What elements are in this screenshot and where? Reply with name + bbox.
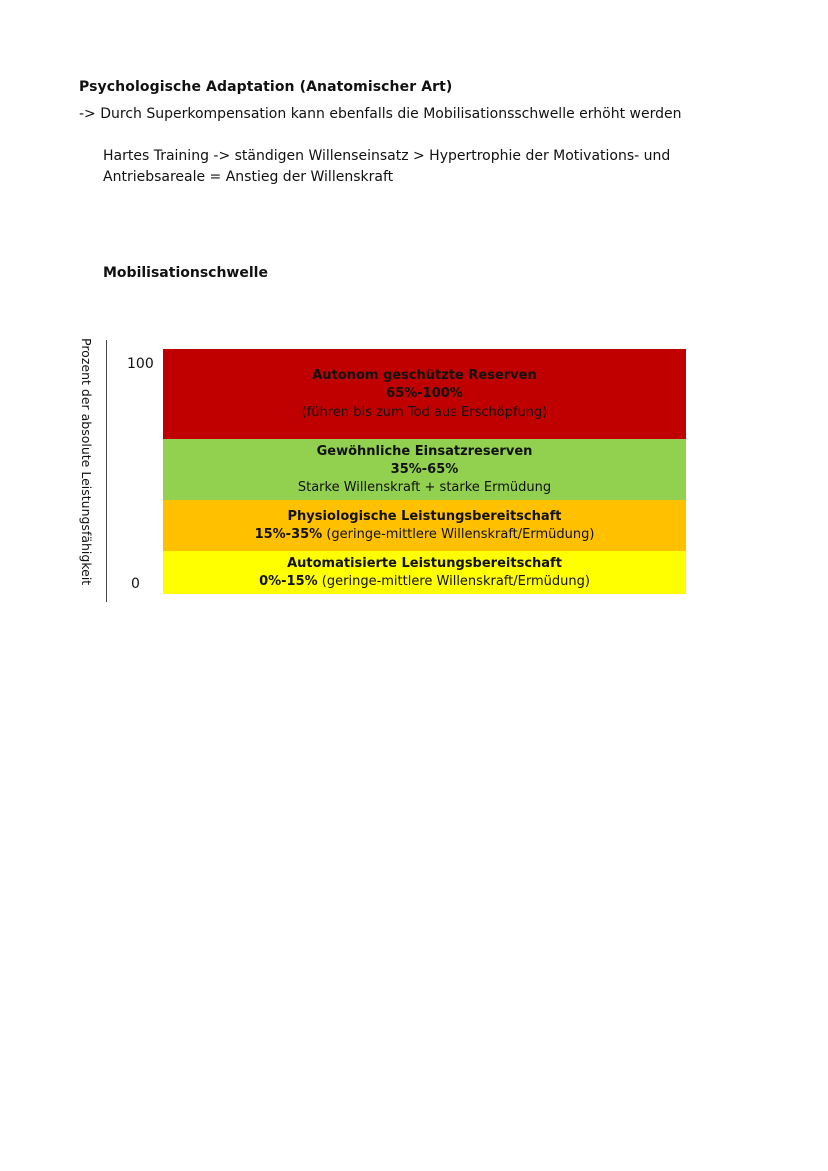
band-title: Autonom geschützte Reserven [312,367,537,383]
band-description: (geringe-mittlere Willenskraft/Ermüdung) [322,526,595,542]
band-physiological-readiness [163,500,686,551]
band-description: Starke Willenskraft + starke Ermüdung [297,479,552,495]
chart-title: Mobilisationschwelle [103,265,268,281]
band-range-line [255,526,595,544]
intro-line: -> Durch Superkompensation kann ebenfalls die Mobilisationsschwelle erhöht werden [79,106,682,122]
band-description: (geringe-mittlere Willenskraft/Ermüdung) [317,573,590,589]
band-range: 15%-35% [254,526,323,542]
tick-label-100: 100 [127,356,154,372]
y-axis-label: Prozent der absolute Leistungsfähigkeit [79,338,94,586]
tick-label-0: 0 [131,576,140,592]
band-range: 65%-100% [386,385,463,401]
band-title: Physiologische Leistungsbereitschaft [287,508,562,524]
section-heading: Psychologische Adaptation (Anatomischer Art) [79,79,453,95]
band-range: 35%-65% [390,461,459,477]
band-title: Automatisierte Leistungsbereitschaft [287,555,562,571]
paragraph-line-1: Hartes Training -> ständigen Willenseinsatz > Hypertrophie der Motivations- und [103,148,671,164]
band-range: 0%-15% [259,573,318,589]
band-automated-readiness [163,551,686,594]
band-title: Gewöhnliche Einsatzreserven [316,443,533,459]
band-autonomous-reserves [163,349,686,439]
band-description: (führen bis zum Tod aus Erschöpfung) [301,404,548,420]
band-range-line [259,573,590,591]
paragraph-line-2: Antriebsareale = Anstieg der Willenskraft [103,168,394,185]
explanation-paragraph [103,146,763,187]
band-usual-reserves [163,439,686,500]
y-axis-line [106,340,107,602]
